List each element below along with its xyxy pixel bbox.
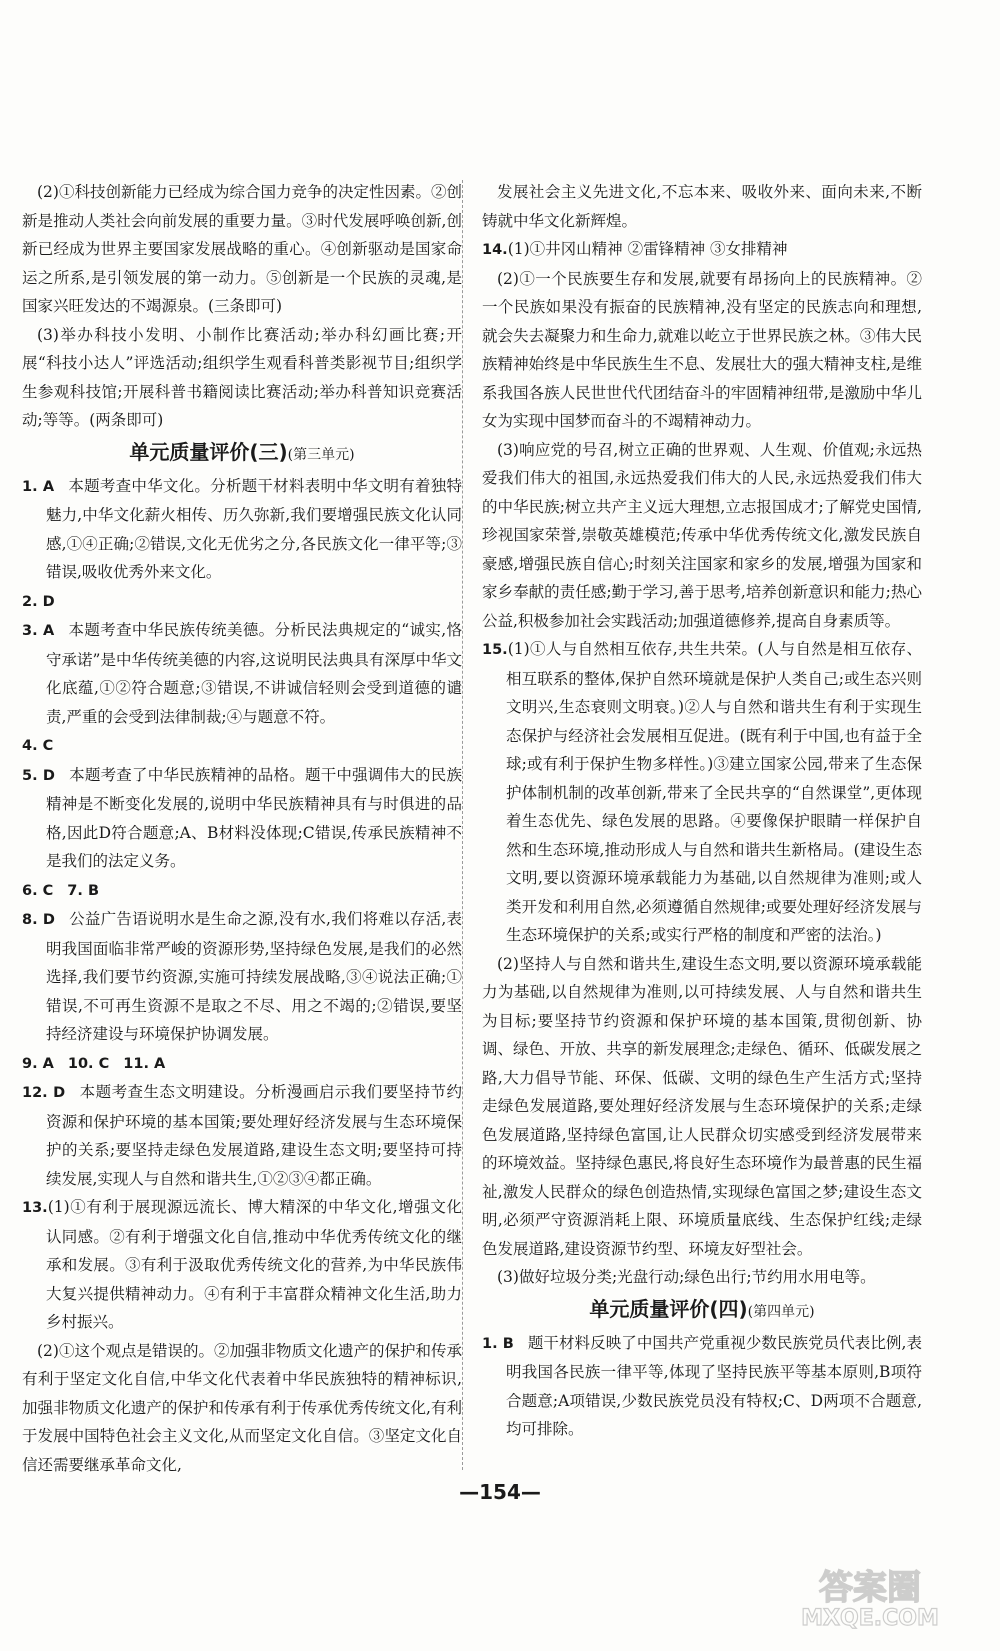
- section-title: [22, 435, 462, 472]
- watermark-text: 答案圈: [819, 1568, 921, 1608]
- answer-text: 本题考查了中华民族精神的品格。题干中强调伟大的民族精神是不断变化发展的,说明中华民族精神具有与时俱进的品格,因此D符合题意;A、B材料没体现;C错误,传承民族精神不是我们的法定义务。: [46, 765, 462, 870]
- answer-item: [22, 1193, 462, 1337]
- column-divider: [462, 180, 463, 1470]
- paragraph: 发展社会主义先进文化,不忘本来、吸收外来、面向未来,不断铸就中华文化新辉煌。: [482, 183, 922, 230]
- paragraph: (3)响应党的号召,树立正确的世界观、人生观、价值观;永远热爱我们伟大的祖国,永远热爱我们伟大的人民,永远热爱我们伟大的中华民族;树立共产主义远大理想,立志报国成才;了解党史国情,珍视国家荣誉,崇敬英雄模范;传承中华优秀传统文化,激发民族自豪感,增强民族自信心;时刻关注国家和家乡的发展,增强为国家和家乡奉献的责任感;勤于学习,善于思考,培养创新意识和能力;热心公益,积极参加社会实践活动;加强道德修养,提高自身素质等。: [482, 440, 922, 630]
- answer-item: [22, 876, 462, 906]
- watermark-logo: [780, 1561, 960, 1631]
- answer-number: 3. A: [22, 623, 55, 639]
- answer-text: (1)①有利于展现源远流长、博大精深的中华文化,增强文化认同感。②有利于增强文化自信,推动中华优秀传统文化的继承和发展。③有利于汲取优秀传统文化的营养,为中华民族伟大复兴提供精神动力。④有利于丰富群众精神文化生活,助力乡村振兴。: [46, 1198, 462, 1331]
- answer-number: 10. C: [67, 1055, 110, 1072]
- answer-item: [482, 235, 922, 265]
- answer-item: [22, 616, 462, 731]
- paragraph: (2)①一个民族要生存和发展,就要有昂扬向上的民族精神。②一个民族如果没有振奋的民族精神,没有坚定的民族志向和理想,就会失去凝聚力和生命力,就难以屹立于世界民族之林。③伟大民族精神始终是中华民族生生不息、发展壮大的强大精神支柱,是维系我国各族人民世世代代团结奋斗的牢固精神纽带,是激励中华儿女为实现中国梦而奋斗的不竭精神动力。: [482, 269, 922, 430]
- paragraph: (2)①科技创新能力已经成为综合国力竞争的决定性因素。②创新是推动人类社会向前发展的重要力量。③时代发展呼唤创新,创新已经成为世界主要国家发展战略的重心。④创新驱动是国家命运之所系,是引领发展的第一动力。⑤创新是一个民族的灵魂,是国家兴旺发达的不竭源泉。(三条即可): [22, 183, 462, 315]
- answer-item: [22, 587, 462, 617]
- answer-text: 本题考查中华民族传统美德。分析民法典规定的“诚实,恪守承诺”是中华传统美德的内容,这说明民法典具有深厚中华文化底蕴,①②符合题意;③错误,不讲诚信轻则会受到道德的谴责,严重的会受到法律制裁;④与题意不符。: [46, 621, 462, 726]
- paragraph: (2)①这个观点是错误的。②加强非物质文化遗产的保护和传承有利于坚定文化自信,中华文化代表着中华民族独特的精神标识,加强非物质文化遗产的保护和传承有利于传承优秀传统文化,有利于发展中国特色社会主义文化,从而坚定文化自信。③坚定文化自信还需要继承革命文化,: [22, 1341, 462, 1474]
- section-title: [482, 1292, 922, 1329]
- section-subtitle: (第四单元): [747, 1303, 815, 1320]
- answer-text: (1)①人与自然相互依存,共生共荣。(人与自然是相互依存、相互联系的整体,保护自然环境就是保护人类自己;或生态兴则文明兴,生态衰则文明衰。)②人与自然和谐共生有利于实现生态保护与经济社会发展相互促进。(既有利于中国,也有益于全球;或有利于保护生物多样性。)③建立国家公园,带来了生态保护体制机制的改革创新,带来了全民共享的“自然课堂”,更体现着生态优先、绿色发展的思路。④要像保护眼睛一样保护自然和生态环境,推动形成人与自然和谐共生新格局。(建设生态文明,要以资源环境承载能力为基础,以自然规律为准则;或人类开发和利用自然,必须遵循自然规律;或要处理好经济发展与生态环境保护的关系;或实行严格的制度和严密的法治。): [506, 640, 922, 944]
- section-subtitle: (第三单元): [287, 446, 355, 463]
- answer-item: [22, 761, 462, 876]
- watermark-url: MXQE.COM: [801, 1606, 939, 1631]
- answer-number: 1. A: [22, 478, 55, 495]
- answer-number: 8. D: [22, 912, 55, 928]
- answer-item: [22, 1049, 462, 1079]
- answer-text: 公益广告语说明水是生命之源,没有水,我们将难以存活,表明我国面临非常严峻的资源形势,坚持绿色发展,是我们的必然选择,我们要节约资源,实施可持续发展战略,③④说法正确;①错误,不可再生资源不是取之不尽、用之不竭的;②错误,要坚持经济建设与环境保护协调发展。: [46, 910, 462, 1043]
- answer-item: [482, 635, 922, 950]
- answer-text: 本题考查生态文明建设。分析漫画启示我们要坚持节约资源和保护环境的基本国策;要处理好经济发展与生态环境保护的关系;要坚持走绿色发展道路,建设生态文明;要坚持可持续发展,实现人与自然和谐共生,①②③④都正确。: [46, 1083, 462, 1188]
- answer-number: 14.: [482, 242, 508, 258]
- answer-item: [22, 731, 462, 761]
- answer-item: [482, 1329, 922, 1444]
- answer-text: 本题考查中华文化。分析题干材料表明中华文明有着独特魅力,中华文化薪火相传、历久弥新,我们要增强民族文化认同感,①④正确;②错误,文化无优劣之分,各民族文化一律平等;③错误,吸收优秀外来文化。: [46, 476, 462, 581]
- answer-number: 4. C: [22, 738, 54, 754]
- paragraph: (2)坚持人与自然和谐共生,建设生态文明,要以资源环境承载能力为基础,以自然规律为准则,以可持续发展、人与自然和谐共生为目标;要坚持节约资源和保护环境的基本国策,贯彻创新、协调、绿色、开放、共享的新发展理念;走绿色、循环、低碳发展之路,大力倡导节能、环保、低碳、文明的绿色生产生活方式;坚持走绿色发展道路,要处理好经济发展与生态环境保护的关系;走绿色发展道路,坚持绿色富国,让人民群众切实感受到经济发展带来的环境效益。坚持绿色惠民,将良好生态环境作为最普惠的民生福祉,激发人民群众的绿色创造热情,实现绿色富国之梦;建设生态文明,必须严守资源消耗上限、环境质量底线、生态保护红线;走绿色发展道路,建设资源节约型、环境友好型社会。: [482, 954, 922, 1258]
- answer-number: 11. A: [123, 1055, 166, 1072]
- answer-text: (1)①井冈山精神 ②雷锋精神 ③女排精神: [507, 240, 788, 258]
- answer-item: [22, 1078, 462, 1193]
- answer-text: 题干材料反映了中国共产党重视少数民族党员代表比例,表明我国各民族一律平等,体现了坚持民族平等基本原则,B项符合题意;A项错误,少数民族党员没有特权;C、D两项不合题意,均可排除。: [506, 1333, 923, 1438]
- section-title-text: 单元质量评价(四): [589, 1296, 748, 1321]
- section-title-text: 单元质量评价(三): [129, 439, 288, 464]
- answer-item: [22, 905, 462, 1049]
- answer-number: 1. B: [482, 1335, 514, 1352]
- answer-number: 7. B: [67, 882, 99, 899]
- answer-number: 15.: [482, 642, 508, 658]
- answer-number: 12. D: [22, 1085, 66, 1101]
- paragraph: (3)举办科技小发明、小制作比赛活动;举办科幻画比赛;开展“科技小达人”评选活动;组织学生观看科普类影视节目;组织学生参观科技馆;开展科普书籍阅读比赛活动;举办科普知识竞赛活动;等等。(两条即可): [22, 325, 462, 429]
- answer-number: 13.: [22, 1200, 48, 1216]
- right-column: [482, 178, 922, 1444]
- answer-number: 5. D: [22, 767, 55, 784]
- paragraph: (3)做好垃圾分类;光盘行动;绿色出行;节约用水用电等。: [497, 1268, 876, 1286]
- answer-number: 2. D: [22, 593, 55, 610]
- answer-item: [22, 472, 462, 587]
- answer-number: 6. C: [22, 882, 54, 899]
- answer-number: 9. A: [22, 1055, 54, 1072]
- page-number: —154—: [459, 1480, 541, 1504]
- left-column: [22, 178, 462, 1479]
